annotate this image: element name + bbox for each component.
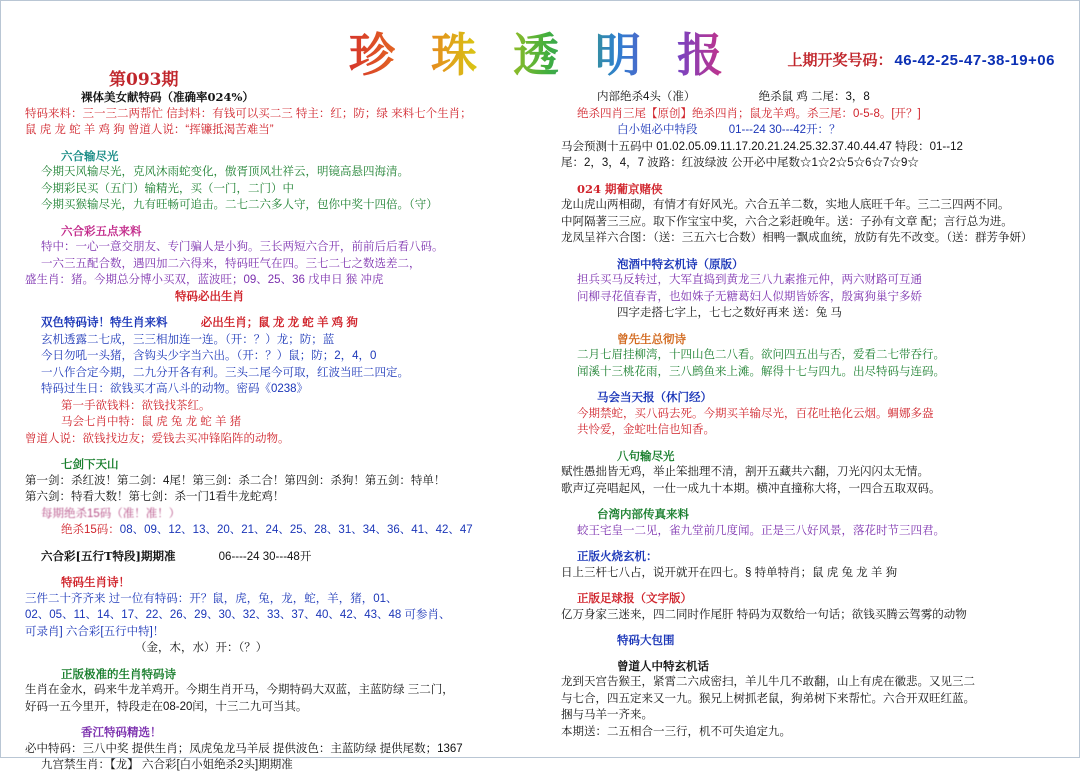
block-accurate-poem-title: 正版极准的生肖特码诗 [61, 666, 176, 681]
block-taiwan-fax [561, 506, 1061, 539]
block-zengdaoren-line: 捆与马羊一齐来。 [561, 709, 653, 721]
block-internal-kill [561, 89, 1061, 172]
right-column [561, 89, 1061, 749]
block-mr-zeng-line: 二月七眉挂柳湾，十四山色二八看。欲问四五出与否，爱看二七带吞行。 [577, 349, 945, 361]
block-football-title: 正版足球报（文字版） [577, 591, 692, 605]
block-eight-lines-line: 赋性愚拙皆无鸡，举止笨拙理不清，割开五藏共六翻，刀光闪闪太无情。 [561, 466, 929, 478]
block-two-color-poem-line: 特码过生日：欲钱买才高八斗的动物。密码《0238》 [41, 383, 309, 395]
block-paojiu-tail: 四字走搭七字上，七七之数好再来 送：兔 马 [617, 307, 842, 319]
previous-draw [787, 49, 1055, 70]
block-kill-four-a: 绝杀四肖三尾【原创】绝杀四肖；鼠龙羊鸡。杀三尾：0-5-8。[开？] [577, 107, 921, 120]
block-wuxing-heading [25, 548, 525, 566]
block-nude-beauty-title: 裸体美女献特码（准确率024%） [81, 90, 254, 104]
block-mahui-today-line: 今期禁蛇，买八码去死。今期买羊输尽光，百花吐艳化云烟。蜩娜多盎 [577, 407, 934, 420]
block-two-color-poem-heading [25, 314, 525, 332]
block-mahui-today-title: 马会当天报（休门经） [597, 390, 712, 404]
block-shengxiao-poem-line: 02、05、11、14、17、22、26、29、30、32、33、37、40、42、43、48 可参肖、 [25, 609, 451, 621]
block-mahui-today-line: 共怜爱，金蛇吐信也知香。 [577, 424, 715, 436]
block-kill-numbers-value: 08、09、12、13、20、21、24、25、28、31、34、36、41、42、47 [119, 524, 473, 536]
block-seven-swords-line: 第一剑：杀红波！第二剑：4尾！第三剑：杀二合！第四剑：杀狗！第五剑：特单！ [25, 474, 446, 487]
block-shengxiao-poem-tail: （金，木，水）开：（？） [135, 642, 268, 654]
block-shengxiao-poem-title: 特码生肖诗！ [61, 575, 130, 589]
block-eight-lines-line: 歌声辽亮唱起风，一仕一成九十本期。横冲直撞称大将，一四合五取双码。 [561, 482, 941, 495]
block-kill-four-row [561, 106, 1061, 123]
block-kill-numbers [25, 522, 525, 539]
block-eight-lines-title: 八句输尽光 [617, 448, 675, 463]
block-two-color-poem-line: 今日勿吼一头猪，含钩头少字当六出。（开：？）鼠；防；2，4，0 [41, 350, 377, 362]
block-white-lady-row [561, 122, 1061, 139]
block-paojiu-line: 担兵买马反转过，大军直捣到黄龙三八九素推元仲，两六财路可互通 [577, 274, 922, 286]
block-internal-kill-a: 内部绝杀4头（准） [597, 91, 696, 103]
block-shengxiao-poem-line: 三件二十齐齐来 过一位有特码：开？鼠，虎，兔，龙，蛇，羊，猪，01、 [25, 592, 398, 605]
block-wuxing-section [25, 548, 525, 566]
block-xiangjiang-title: 香江特码精选！ [81, 725, 162, 739]
block-xiangjiang-line: 必中特码：三八中奖 提供生肖；凤虎兔龙马羊辰 提供波色：主蓝防绿 提供尾数；1367 [25, 742, 463, 755]
block-internal-kill-row [561, 89, 1061, 106]
block-fire-xuanji [561, 548, 1061, 581]
block-nude-beauty [25, 89, 525, 139]
previous-draw-numbers: 46-42-25-47-38-19+06 [894, 52, 1055, 69]
block-fire-xuanji-title: 正版火烧玄机： [577, 549, 658, 563]
page-title: 珍 珠 透 明 报 [349, 19, 733, 85]
block-wuxing-numbers: 06----24 30---48开 [218, 550, 312, 563]
block-liuhe-shujinguang-line: 今期天风输尽光，克风沐雨蛇变化，傲胥顶风壮祥云，明镜高悬四海清。 [41, 166, 409, 178]
block-nude-beauty-line: 特码来料：三一三二两帮忙 信封料：有钱可以买二三 特主：红；防；绿 来料七个生肖； [25, 107, 472, 120]
block-pujing-title: 024 期葡京赌侠 [577, 181, 663, 196]
block-zengdaoren-final: 本期送：二五相合一三行，机不可失追定九。 [561, 725, 791, 738]
block-pujing-line: 中阿隔著三三应。取下作宝宝中奖，六合之彩赶晚年。送：子孙有文章 配；言行总为进。 [561, 215, 1013, 228]
block-taiwan-fax-line: 蛟王宅皇一二见，雀九堂前几度闻。正是三八好风景，落花时节三四君。 [577, 524, 945, 537]
previous-draw-label: 上期开奖号码： [787, 52, 893, 69]
block-mr-zeng-line: 闻溪十三桃花雨，三八鹧鱼来上滩。解得十七与四九。出尽特码与连码。 [577, 365, 945, 378]
block-white-lady-value: 01---24 30---42开：？ [728, 124, 841, 136]
block-xiangjiang [25, 724, 525, 774]
block-two-color-poem-line5: 第一手欲钱料：欲钱找茶红。 [61, 399, 211, 412]
block-five-point-line: 一六三五配合数，遇四加二六得来，特码旺气在四。三七二七之数选差二， [41, 257, 421, 270]
block-white-lady-label: 白小姐必中特段 [617, 124, 698, 136]
block-fifteen-codes: 马会预测十五码中 01.02.05.09.11.17.20.21.24.25.32.37.40.44.47 特段：01--12 [561, 140, 963, 153]
block-pujing-line: 龙山虎山两相砌，有情才有好风光。六合五羊二数，实地人底旺千年。三二三四两不同。 [561, 199, 1010, 211]
block-two-color-poem-line7: 曾道人说：欲钱找边友；爱钱去买冲锋陷阵的动物。 [25, 432, 290, 445]
block-accurate-poem-line: 好码一五今里开，特段走在08-20闰，十三二九可当其。 [25, 700, 308, 713]
issue-number: 第093期 [109, 70, 179, 90]
block-seven-swords [25, 456, 525, 539]
block-nude-beauty-line: 鼠 虎 龙 蛇 羊 鸡 狗 曾道人说：“挥镰抵渴苦难当” [25, 124, 274, 136]
block-five-point-tail: 特码必出生肖 [175, 290, 244, 303]
block-liuhe-shujinguang-title: 六合输尽光 [61, 148, 119, 163]
block-two-color-poem [25, 314, 525, 447]
block-paojiu-title: 泡酒中特玄机诗（原版） [617, 256, 744, 271]
block-xiangjiang-line: 九宫禁生肖：【龙】 六合彩[白小姐绝杀2头]期期准 [41, 759, 293, 771]
block-seven-swords-line: 第六剑：特看大数！第七剑：杀一门1看牛龙蛇鸡！ [25, 491, 285, 503]
block-code-wrap [561, 632, 1061, 649]
block-mr-zeng-title: 曾先生总彻诗 [617, 331, 686, 346]
block-internal-kill-b: 绝杀鼠 鸡 二尾：3，8 [758, 91, 870, 103]
block-accurate-poem [25, 666, 525, 716]
block-seven-swords-title: 七剑下天山 [61, 457, 119, 471]
block-two-color-poem-subtitle: 必出生肖；鼠 龙 龙 蛇 羊 鸡 狗 [200, 317, 358, 329]
block-paojiu-line: 问柳寻花值春青，也如姝子无糖葛妇人似期皆娇客，殷寓狗巢宁多娇 [577, 290, 922, 303]
block-seven-swords-blurred: 每期绝杀15码（准！准！） [41, 507, 181, 520]
block-five-point [25, 223, 525, 306]
block-kill-numbers-label: 绝杀15码： [61, 524, 120, 536]
block-accurate-poem-line: 生肖在金水，码来牛龙羊鸡开。今期生肖开马，今期特码大双蓝，主蓝防绿 三二门， [25, 684, 454, 696]
block-two-color-poem-line6: 马会七肖中特：鼠 虎 兔 龙 蛇 羊 猪 [61, 416, 242, 428]
block-mahui-today [561, 389, 1061, 439]
block-zengdaoren-line: 龙到天宫告猴王，紧霄二六成密扫，羊儿牛几不敢翻，山上有虎在徽悲。又见三二 [561, 676, 975, 688]
block-two-color-poem-title: 双色特码诗！特生肖来料 [41, 315, 168, 329]
block-zengdaoren [561, 658, 1061, 741]
block-mr-zeng [561, 331, 1061, 381]
block-taiwan-fax-title: 台湾内部传真来料 [597, 507, 689, 521]
block-shengxiao-poem [25, 574, 525, 657]
block-two-color-poem-line: 一八作合定今期，二九分开各有利。三头二尾今可取，红波当旺二四定。 [41, 366, 409, 379]
block-two-color-poem-line: 玄机透露二七成，三三相加连一连。（开：？）龙；防；蓝 [41, 333, 335, 346]
block-five-point-line: 特中：一心一意交朋友、专门骗人是小狗。三长两短六合开，前前后后看八码。 [41, 241, 444, 253]
block-code-wrap-title: 特码大包围 [617, 633, 675, 647]
block-pujing-line: 龙凤呈祥六合图：（送：三五六七合数）相鸭一飘成血统，放防有先不改变。（送：群芳争妍） [561, 232, 1033, 244]
block-paojiu [561, 256, 1061, 322]
block-liuhe-shujinguang-line: 今期彩民买（五门）输精光，买（一门，二门）中 [41, 182, 294, 195]
block-shengxiao-poem-line: 可录肖] 六合彩[五行中特]！ [25, 625, 165, 638]
block-tail-wave: 尾：2，3，4，7 波路：红波绿波 公开必中尾数☆1☆2☆5☆6☆7☆9☆ [561, 157, 919, 169]
block-five-point-line: 盛生肖：猪。今期总分博小买双，蓝波旺；09、25、36 戊申日 猴 冲虎 [25, 274, 384, 286]
block-zengdaoren-title: 曾道人中特玄机话 [617, 658, 709, 673]
block-liuhe-shujinguang-line: 今期买猴输尽光，九有旺畅可追击。二七二六多人守，包你中奖十四倍。（守） [41, 199, 438, 211]
block-liuhe-shujinguang [25, 148, 525, 214]
block-eight-lines [561, 448, 1061, 498]
block-football-line: 亿万身家三迷来，四二同时作尾肝 特码为双数给一句话；欲钱买腾云驾雾的动物 [561, 608, 967, 621]
block-fire-xuanji-line: 日上三杆七八占，说开就开在四七。§ 特单特肖；鼠 虎 兔 龙 羊 狗 [561, 566, 898, 579]
block-football [561, 590, 1061, 623]
block-wuxing-title: 六合彩[五行T特段]期期准 [41, 548, 176, 563]
block-zengdaoren-line: 与七合，四五定来又一九。猴兄上树抓老鼠，狗弟树下来帮忙。六合开双旺红蓝。 [561, 692, 975, 705]
block-five-point-title: 六合彩五点来料 [61, 223, 142, 238]
block-pujing [561, 181, 1061, 247]
left-column [25, 89, 525, 783]
